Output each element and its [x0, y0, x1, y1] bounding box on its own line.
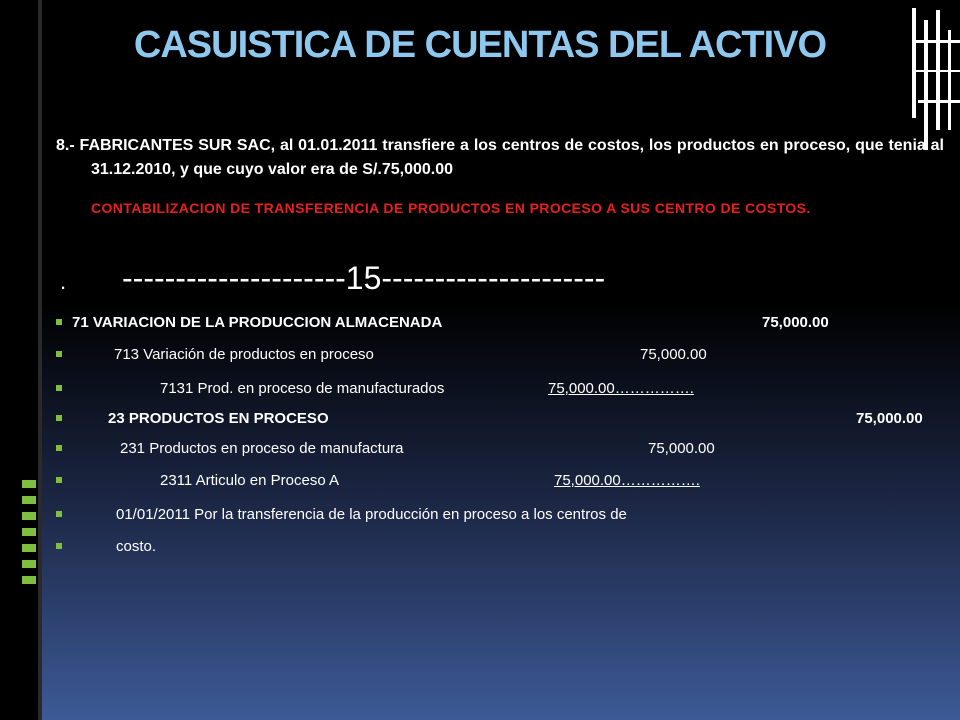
journal-entry-header: [60, 260, 605, 297]
bullet-icon: [56, 445, 62, 451]
account-amount: 75,000.00: [856, 410, 923, 427]
account-label: 713 Variación de productos en proceso: [114, 346, 374, 363]
list-item: [56, 506, 944, 530]
account-amount: 75,000.00: [648, 440, 715, 457]
exercise-statement: 8.- FABRICANTES SUR SAC, al 01.01.2011 transfiere a los centros de costos, los productos en proceso, que tenia al 31.12.2010, y que cuyo valor era de S/.75,000.00: [56, 137, 944, 178]
account-amount: 75,000.00…………….: [554, 472, 700, 489]
account-label: 2311 Articulo en Proceso A: [160, 472, 340, 489]
entry-description: 01/01/2011 Por la transferencia de la producción en proceso a los centros de: [116, 506, 627, 523]
account-label: 71 VARIACION DE LA PRODUCCION ALMACENADA: [72, 314, 443, 331]
list-item: [56, 410, 944, 434]
bullet-icon: [56, 511, 62, 517]
accounting-heading: CONTABILIZACION DE TRANSFERENCIA DE PRODUCTOS EN PROCESO A SUS CENTRO DE COSTOS.: [91, 200, 811, 216]
account-label: 23 PRODUCTOS EN PROCESO: [108, 410, 329, 427]
bullet-icon: [56, 351, 62, 357]
account-label: 7131 Prod. en proceso de manufacturados: [160, 380, 445, 397]
bullet-icon: [56, 477, 62, 483]
list-item: [56, 472, 944, 496]
bullet-icon: [56, 319, 62, 325]
list-item: [56, 380, 944, 404]
account-amount: 75,000.00: [640, 346, 707, 363]
left-sidebar-edge: [38, 0, 42, 720]
bullet-icon: [56, 385, 62, 391]
bullet-icon: [56, 543, 62, 549]
side-decoration-icon: [22, 480, 38, 600]
list-item: [56, 440, 944, 464]
account-amount: 75,000.00: [762, 314, 829, 331]
entry-number-line: ---------------------15---------------------: [122, 260, 606, 296]
list-item: [56, 314, 944, 338]
account-amount: 75,000.00…………….: [548, 380, 694, 397]
list-item: [56, 346, 944, 370]
account-label: 231 Productos en proceso de manufactura: [120, 440, 404, 457]
bullet-icon: [56, 415, 62, 421]
list-item: [56, 538, 944, 562]
slide-title: CASUISTICA DE CUENTAS DEL ACTIVO: [133, 24, 827, 66]
entry-marker: .: [60, 269, 67, 294]
left-sidebar-band: [0, 0, 38, 720]
entry-description: costo.: [116, 538, 157, 555]
